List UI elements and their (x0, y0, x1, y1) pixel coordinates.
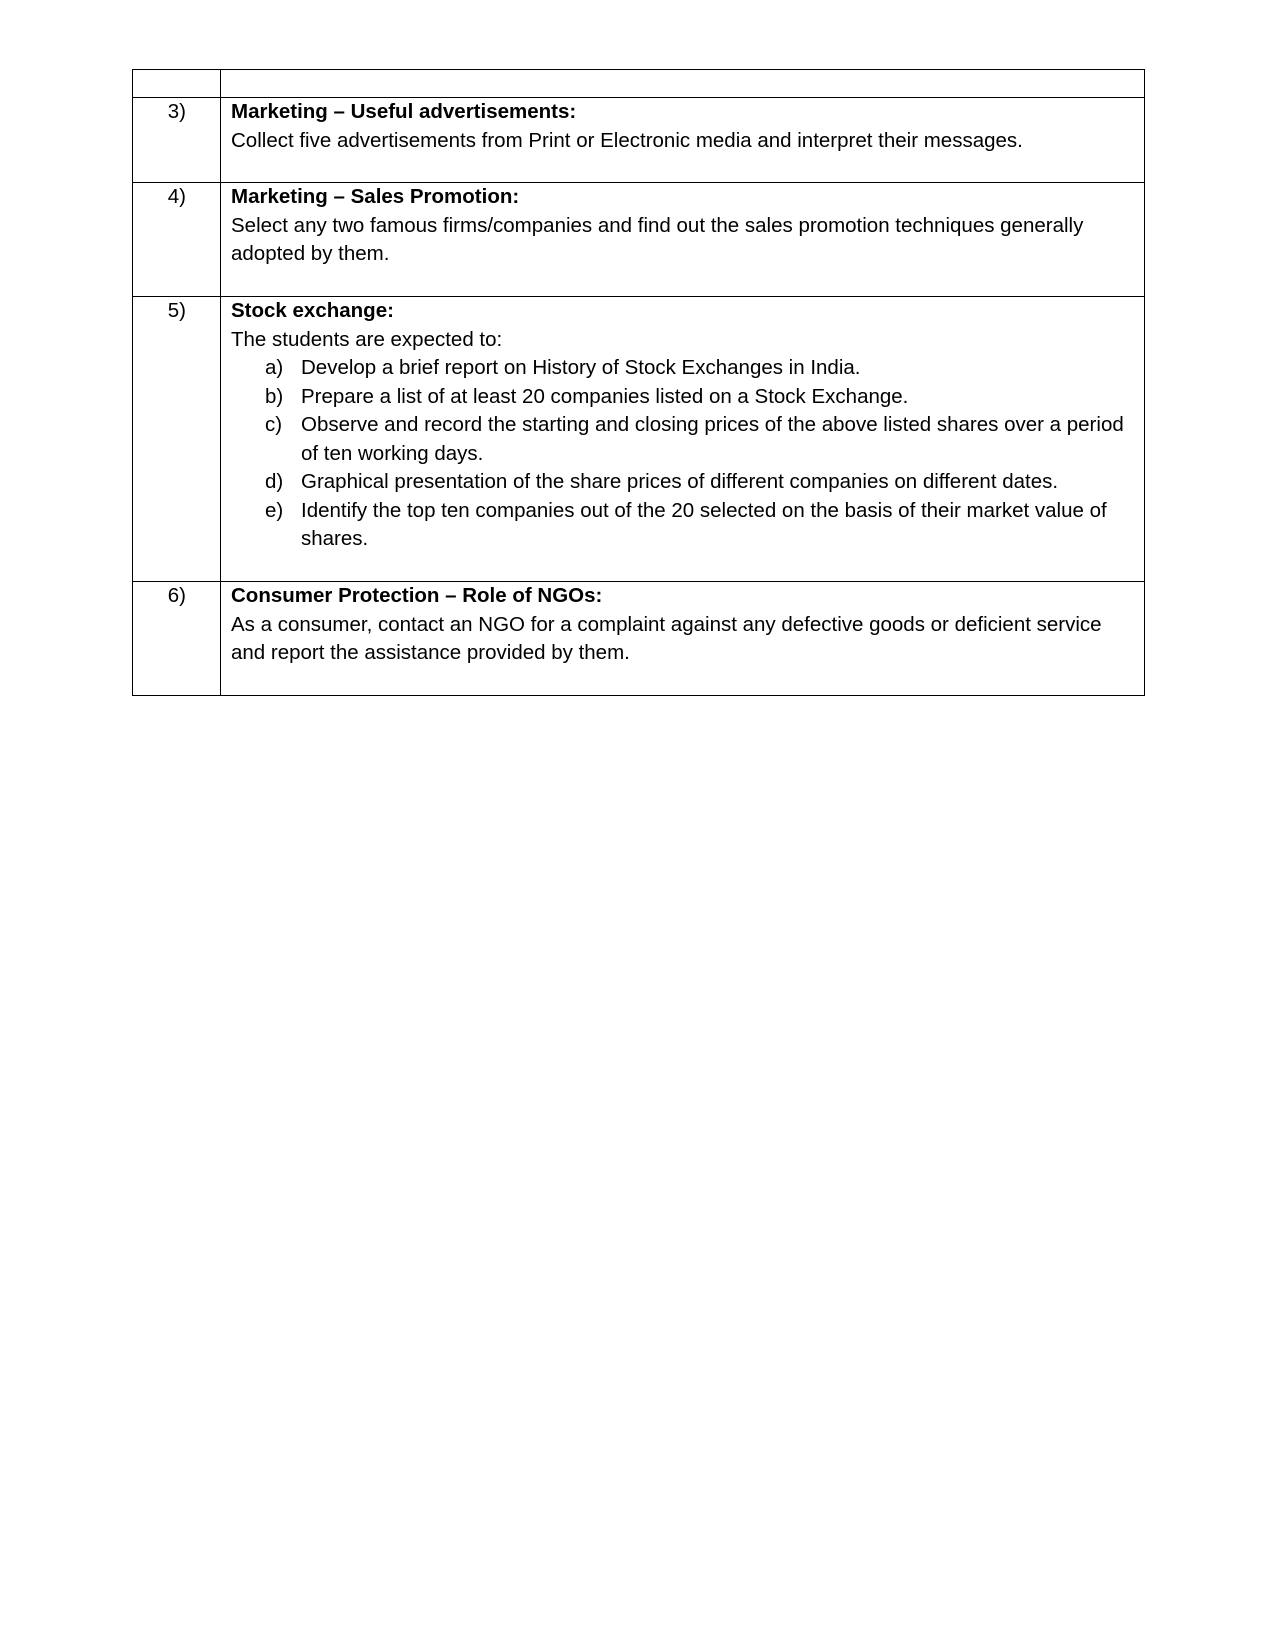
row-number: 6) (133, 582, 221, 696)
item-description: As a consumer, contact an NGO for a complaint against any defective goods or deficient service and report the assistance provided by them. (231, 612, 1102, 664)
projects-table (132, 69, 1145, 696)
table-row (133, 582, 1145, 696)
list-item (265, 497, 1134, 554)
list-item (265, 354, 1134, 383)
table-row (133, 98, 1145, 183)
row-content (221, 183, 1145, 297)
row-number: 3) (133, 98, 221, 183)
table-row (133, 70, 1145, 98)
list-marker: c) (265, 413, 283, 436)
row-content (221, 582, 1145, 696)
item-description: Collect five advertisements from Print or Electronic media and interpret their messages. (231, 128, 1023, 152)
list-item-text: Graphical presentation of the share prices of different companies on different dates. (301, 470, 1059, 493)
list-item-text: Identify the top ten companies out of the 20 selected on the basis of their market value of shares. (301, 498, 1107, 550)
sub-task-list (231, 354, 1134, 554)
list-marker: d) (265, 470, 284, 493)
item-title: Marketing – Useful advertisements: (231, 100, 577, 123)
item-title: Marketing – Sales Promotion: (231, 185, 520, 208)
list-marker: a) (265, 356, 284, 379)
list-item (265, 411, 1134, 468)
list-item-text: Observe and record the starting and closing prices of the above listed shares over a period of ten working days. (301, 413, 1124, 465)
list-item (265, 383, 1134, 412)
row-number: 4) (133, 183, 221, 297)
row-number (133, 70, 221, 98)
row-number: 5) (133, 297, 221, 582)
item-description: Select any two famous firms/companies and find out the sales promotion techniques generally adopted by them. (231, 213, 1084, 265)
item-title: Stock exchange: (231, 299, 394, 322)
table-row (133, 183, 1145, 297)
table-row (133, 297, 1145, 582)
row-content (221, 70, 1145, 98)
row-content (221, 98, 1145, 183)
list-item (265, 468, 1134, 497)
list-item-text: Prepare a list of at least 20 companies listed on a Stock Exchange. (301, 384, 909, 408)
list-item-text: Develop a brief report on History of Stock Exchanges in India. (301, 356, 861, 379)
item-description: The students are expected to: (231, 327, 503, 351)
item-title: Consumer Protection – Role of NGOs: (231, 584, 603, 607)
list-marker: e) (265, 498, 284, 522)
row-content (221, 297, 1145, 582)
list-marker: b) (265, 384, 284, 408)
